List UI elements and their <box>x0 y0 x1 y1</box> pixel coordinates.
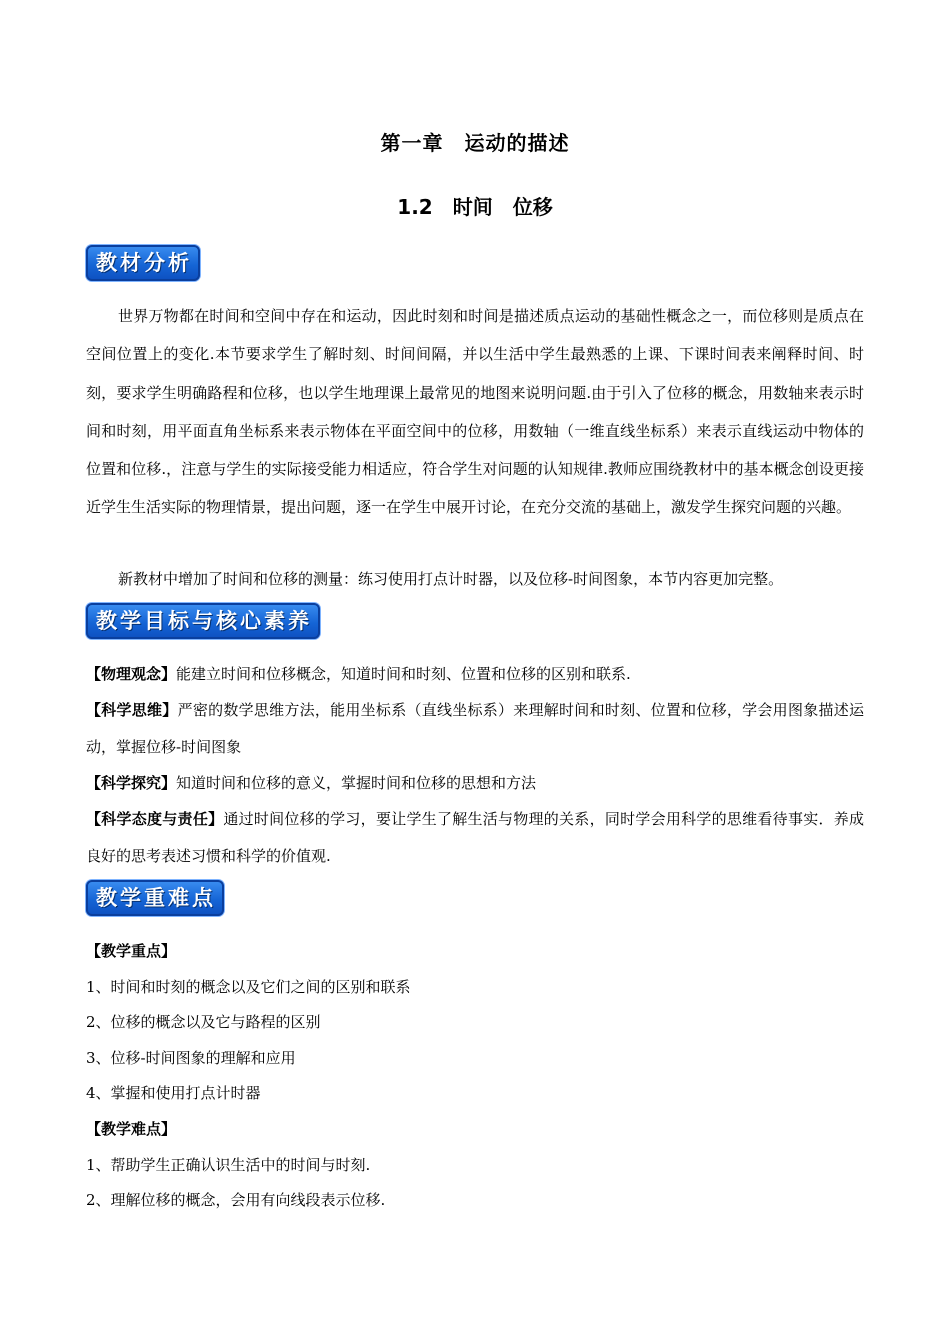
goal-scientific-inquiry <box>86 765 864 802</box>
goal-text: 严密的数学思维方法，能用坐标系（直线坐标系）来理解时间和时刻、位置和位移，学会用图象描述运动，掌握位移-时间图象 <box>86 701 864 756</box>
key-points-heading: 【教学重点】 <box>86 942 177 960</box>
key-point-item: 3、位移-时间图象的理解和应用 <box>86 1049 296 1067</box>
goal-text: 通过时间位移的学习，要让学生了解生活与物理的关系，同时学会用科学的思维看待事实．养成良好的思考表述习惯和科学的价值观. <box>86 810 864 865</box>
banner-textbook-analysis: 教材分析 <box>86 245 200 281</box>
difficult-point-item: 2、理解位移的概念，会用有向线段表示位移. <box>86 1191 386 1209</box>
key-point-item: 1、时间和时刻的概念以及它们之间的区别和联系 <box>86 978 411 996</box>
chapter-title: 第一章 运动的描述 <box>380 131 570 155</box>
goal-physics-concept <box>86 656 864 693</box>
analysis-paragraph-2: 新教材中增加了时间和位移的测量：练习使用打点计时器，以及位移-时间图象，本节内容更加完整。 <box>118 570 784 588</box>
goal-tag: 【科学态度与责任】 <box>86 810 224 828</box>
goal-tag: 【科学探究】 <box>86 774 177 792</box>
goal-text: 能建立时间和位移概念，知道时间和时刻、位置和位移的区别和联系. <box>176 665 631 683</box>
key-point-item: 4、掌握和使用打点计时器 <box>86 1084 261 1102</box>
key-point-item: 2、位移的概念以及它与路程的区别 <box>86 1013 321 1031</box>
goal-tag: 【科学思维】 <box>86 701 178 719</box>
analysis-paragraph-1: 世界万物都在时间和空间中存在和运动，因此时刻和时间是描述质点运动的基础性概念之一，而位移则是质点在空间位置上的变化.本节要求学生了解时刻、时间间隔，并以生活中学生最熟悉的上课、下课时间表来阐释时间、时刻，要求学生明确路程和位移，也以学生地理课上最常见的地图来说明问题.由于引入了位移的概念，用数轴来表示时间和时刻，用平面直角坐标系来表示物体在平面空间中的位移，用数轴（一维直线坐标系）来表示直线运动中物体的位置和位移.，注意与学生的实际接受能力相适应，符合学生对问题的认知规律.教师应围绕教材中的基本概念创设更接近学生生活实际的物理情景，提出问题，逐一在学生中展开讨论，在充分交流的基础上，激发学生探究问题的兴趣。 <box>86 307 864 517</box>
section-title: 1.2 时间 位移 <box>397 195 553 219</box>
goal-text: 知道时间和位移的意义，掌握时间和位移的思想和方法 <box>176 774 537 792</box>
banner-key-difficult-points: 教学重难点 <box>86 880 224 916</box>
difficult-point-item: 1、帮助学生正确认识生活中的时间与时刻. <box>86 1156 371 1174</box>
banner-teaching-goals: 教学目标与核心素养 <box>86 603 320 639</box>
goal-tag: 【物理观念】 <box>86 665 177 683</box>
goal-attitude-responsibility <box>86 801 864 875</box>
goal-scientific-thinking <box>86 692 864 766</box>
difficult-points-heading: 【教学难点】 <box>86 1120 177 1138</box>
